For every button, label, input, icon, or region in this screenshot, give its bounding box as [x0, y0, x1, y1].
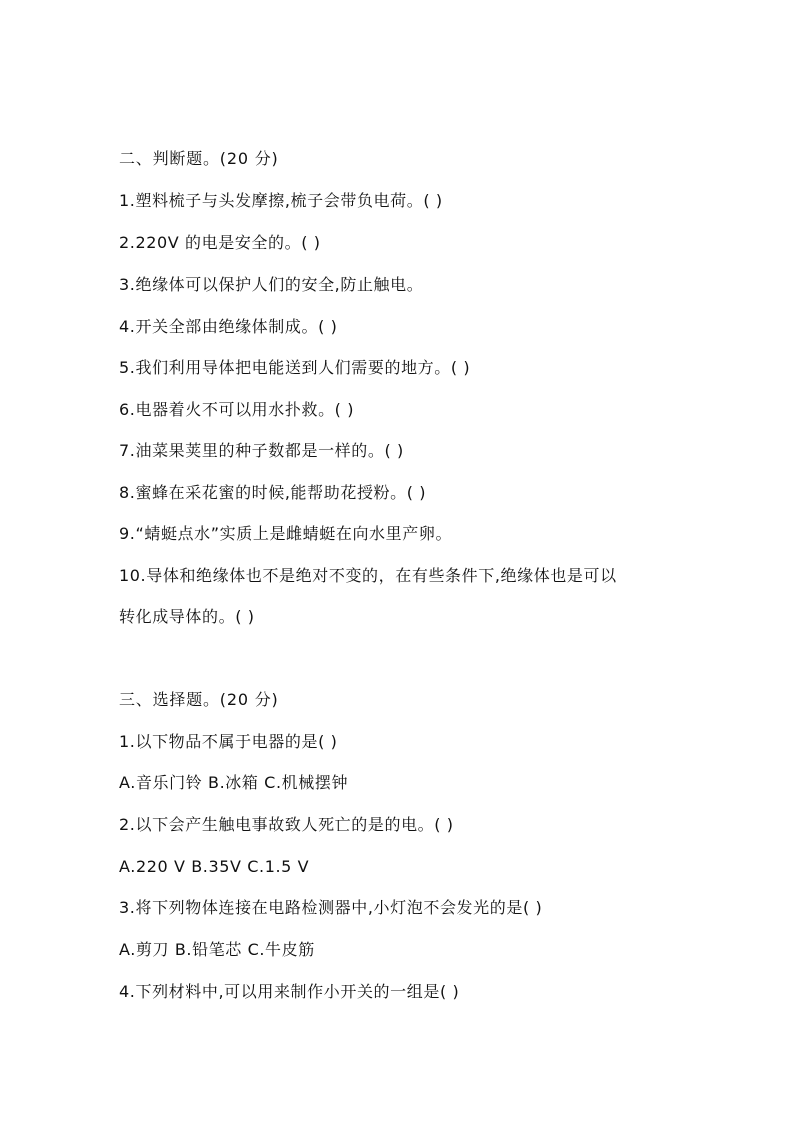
true-false-question-5: 5.我们利用导体把电能送到人们需要的地方。( ) [119, 358, 471, 377]
choice-question-4: 4.下列材料中,可以用来制作小开关的一组是( ) [119, 982, 460, 1001]
choice-question-1: 1.以下物品不属于电器的是( ) [119, 732, 338, 751]
section-3-heading: 三、选择题。(20 分) [119, 690, 279, 709]
true-false-question-7: 7.油菜果荚里的种子数都是一样的。( ) [119, 441, 404, 460]
true-false-question-6: 6.电器着火不可以用水扑救。( ) [119, 400, 355, 419]
true-false-question-10-continued: 转化成导体的。( ) [119, 607, 255, 626]
true-false-question-8: 8.蜜蜂在采花蜜的时候,能帮助花授粉。( ) [119, 483, 427, 502]
true-false-question-2: 2.220V 的电是安全的。( ) [119, 233, 321, 252]
choice-question-3-options: A.剪刀 B.铅笔芯 C.牛皮筋 [119, 940, 315, 959]
true-false-question-10: 10.导体和绝缘体也不是绝对不变的，在有些条件下,绝缘体也是可以 [119, 566, 617, 585]
true-false-question-4: 4.开关全部由绝缘体制成。( ) [119, 317, 338, 336]
choice-question-2-options: A.220 V B.35V C.1.5 V [119, 857, 310, 876]
choice-question-3: 3.将下列物体连接在电路检测器中,小灯泡不会发光的是( ) [119, 898, 543, 917]
choice-question-2: 2.以下会产生触电事故致人死亡的是的电。( ) [119, 815, 454, 834]
true-false-question-1: 1.塑料梳子与头发摩擦,梳子会带负电荷。( ) [119, 191, 443, 210]
choice-question-1-options: A.音乐门铃 B.冰箱 C.机械摆钟 [119, 773, 349, 792]
true-false-question-3: 3.绝缘体可以保护人们的安全,防止触电。 [119, 275, 424, 294]
true-false-question-9: 9.“蜻蜓点水”实质上是雌蜻蜓在向水里产卵。 [119, 524, 453, 543]
section-2-heading: 二、判断题。(20 分) [119, 149, 279, 168]
